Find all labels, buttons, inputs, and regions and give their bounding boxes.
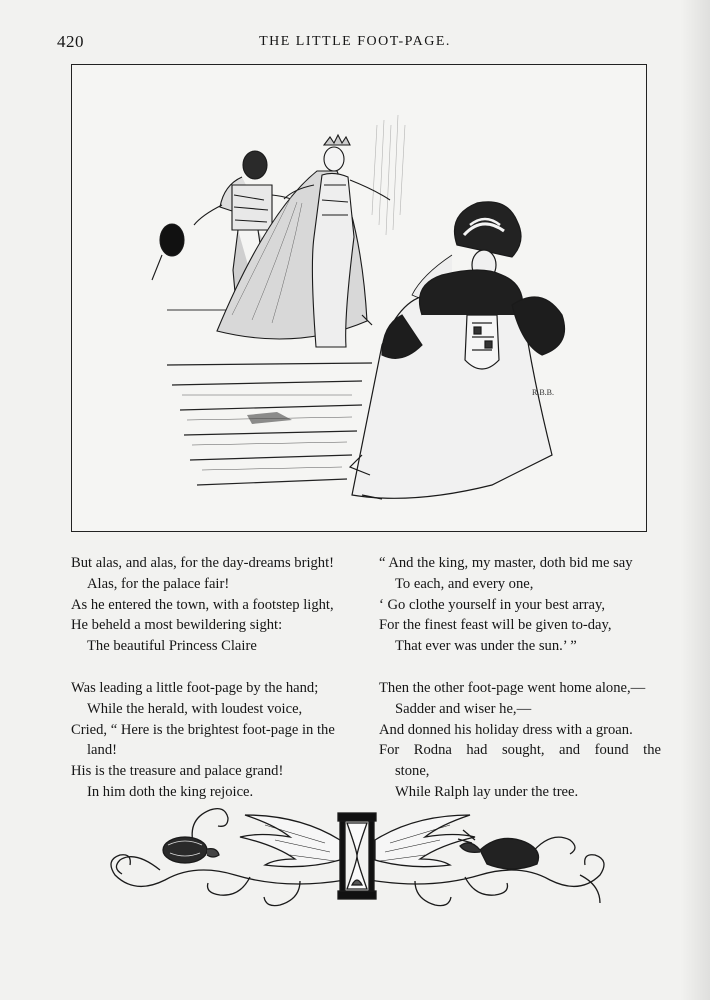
verse-line: For Rodna had sought, and found the <box>379 742 661 759</box>
page-number: 420 <box>57 32 84 51</box>
fairy-tale-illustration-icon <box>72 65 645 530</box>
poem-right-column <box>379 553 661 803</box>
verse-line: For the finest feast will be given to-day, <box>379 617 612 634</box>
verse-line: He beheld a most bewildering sight: <box>71 617 283 634</box>
verse-line: And donned his holiday dress with a groan. <box>379 721 633 738</box>
verse-line: Alas, for the palace fair! <box>87 575 230 592</box>
page-edge-shadow <box>680 0 710 1000</box>
verse-line: In him doth the king rejoice. <box>87 783 254 800</box>
verse-line: Then the other foot-page went home alone,— <box>379 679 646 696</box>
verse-line: stone, <box>395 763 430 780</box>
verse-line: The beautiful Princess Claire <box>87 638 257 655</box>
fairy-tale-illustration <box>71 64 647 532</box>
verse-line: land! <box>87 742 117 759</box>
stanza-break <box>379 657 661 678</box>
verse-line: While Ralph lay under the tree. <box>395 783 579 800</box>
verse-line: Sadder and wiser he,— <box>395 700 532 717</box>
illustrator-signature: R.B.B. <box>532 388 555 397</box>
verse-line: But alas, and alas, for the day-dreams bright! <box>71 555 335 571</box>
winged-hourglass-tailpiece <box>100 795 615 920</box>
stanza-break <box>71 657 361 678</box>
verse-line: That ever was under the sun.’ ” <box>395 638 577 655</box>
verse-line: While the herald, with loudest voice, <box>87 700 303 717</box>
verse-line: As he entered the town, with a footstep light, <box>71 596 334 613</box>
winged-hourglass-tailpiece-icon <box>100 795 615 920</box>
verse-line: To each, and every one, <box>395 575 534 592</box>
verse-line: Was leading a little foot-page by the hand; <box>71 679 319 696</box>
verse-line: Cried, “ Here is the brightest foot-page in the <box>71 721 335 738</box>
verse-line: ‘ Go clothe yourself in your best array, <box>379 596 605 613</box>
running-title: THE LITTLE FOOT-PAGE. <box>259 34 451 49</box>
verse-line: “ And the king, my master, doth bid me say <box>379 555 633 571</box>
poem-left-column <box>71 553 361 803</box>
verse-line: His is the treasure and palace grand! <box>71 763 284 780</box>
